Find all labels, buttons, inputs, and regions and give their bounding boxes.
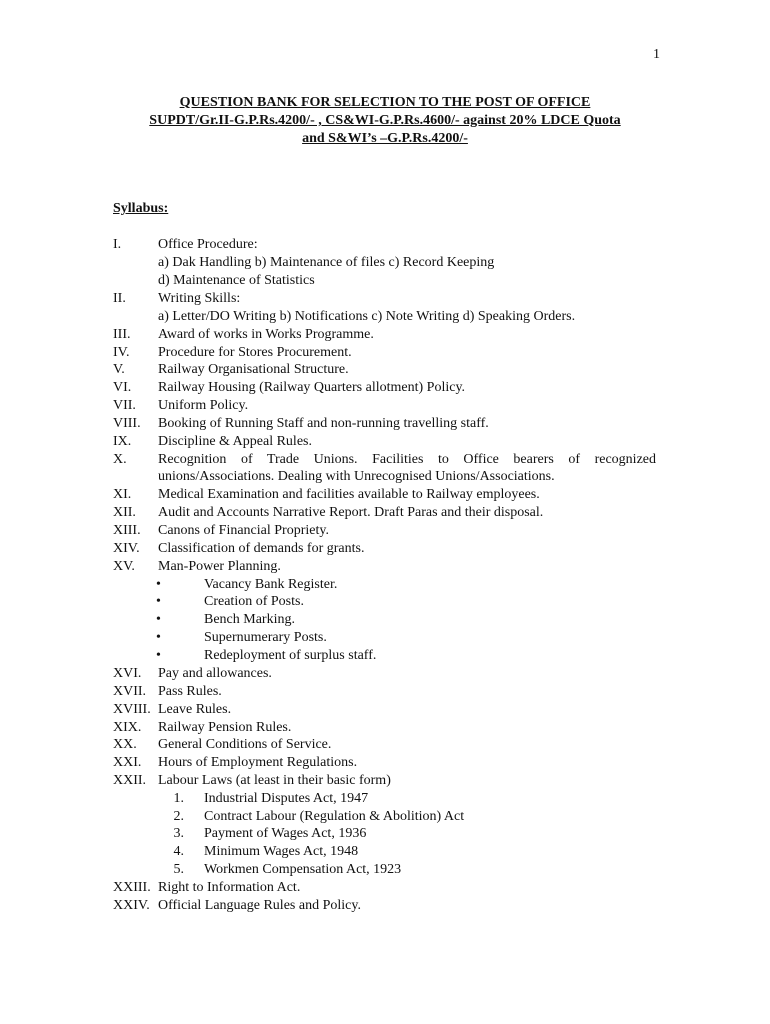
title-line-1: QUESTION BANK FOR SELECTION TO THE POST OF OFFICE bbox=[179, 95, 591, 110]
item-text: Pass Rules. bbox=[158, 684, 222, 699]
bullet-text: Bench Marking. bbox=[204, 612, 295, 627]
item-text: Right to Information Act. bbox=[158, 880, 301, 895]
item-text: Procedure for Stores Procurement. bbox=[158, 345, 352, 360]
bullet-text: Redeployment of surplus staff. bbox=[204, 648, 377, 663]
ordered-item bbox=[0, 843, 770, 861]
list-item bbox=[0, 433, 770, 451]
title-line-2: SUPDT/Gr.II-G.P.Rs.4200/- , CS&WI-G.P.Rs.4600/- against 20% LDCE Quota bbox=[149, 113, 621, 128]
item-number: XVI. bbox=[113, 666, 142, 681]
bullet-item bbox=[0, 629, 770, 647]
list-item bbox=[0, 326, 770, 344]
item-number: XXII. bbox=[113, 773, 147, 788]
item-text: General Conditions of Service. bbox=[158, 737, 332, 752]
item-number: IX. bbox=[113, 434, 132, 449]
ordered-text: Workmen Compensation Act, 1923 bbox=[204, 862, 402, 877]
list-item bbox=[0, 468, 770, 486]
bullet-icon: • bbox=[156, 648, 161, 663]
item-text: Hours of Employment Regulations. bbox=[158, 755, 358, 770]
item-text: unions/Associations. Dealing with Unrecognised Unions/Associations. bbox=[158, 469, 555, 484]
list-item bbox=[0, 379, 770, 397]
item-text: a) Dak Handling b) Maintenance of files c) Record Keeping bbox=[158, 255, 495, 270]
item-number: XVIII. bbox=[113, 702, 151, 717]
item-number: XXIV. bbox=[113, 898, 150, 913]
ordered-text: Minimum Wages Act, 1948 bbox=[204, 844, 359, 859]
item-text: Labour Laws (at least in their basic form) bbox=[158, 773, 391, 788]
list-item bbox=[0, 415, 770, 433]
item-text: Canons of Financial Propriety. bbox=[158, 523, 329, 538]
list-item bbox=[0, 719, 770, 737]
syllabus-heading: Syllabus: bbox=[113, 201, 169, 216]
item-text: Railway Organisational Structure. bbox=[158, 362, 349, 377]
ordered-number: 1. bbox=[173, 791, 184, 806]
title-line-3: and S&WI’s –G.P.Rs.4200/- bbox=[302, 131, 468, 146]
ordered-number: 3. bbox=[173, 826, 184, 841]
item-text: Discipline & Appeal Rules. bbox=[158, 434, 312, 449]
item-number: XI. bbox=[113, 487, 132, 502]
item-number: XXI. bbox=[113, 755, 142, 770]
item-number: XIV. bbox=[113, 541, 140, 556]
item-number: IV. bbox=[113, 345, 130, 360]
list-item bbox=[0, 308, 770, 326]
list-item bbox=[0, 897, 770, 915]
bullet-icon: • bbox=[156, 612, 161, 627]
bullet-item bbox=[0, 576, 770, 594]
list-item bbox=[0, 522, 770, 540]
item-text: Classification of demands for grants. bbox=[158, 541, 365, 556]
list-item bbox=[0, 772, 770, 790]
item-text: Recognition of Trade Unions. Facilities to Office bearers of recognized bbox=[158, 452, 656, 467]
item-number: VII. bbox=[113, 398, 136, 413]
item-text: Railway Pension Rules. bbox=[158, 720, 292, 735]
list-item bbox=[0, 701, 770, 719]
item-number: V. bbox=[113, 362, 125, 377]
list-item bbox=[0, 558, 770, 576]
ordered-text: Contract Labour (Regulation & Abolition) Act bbox=[204, 809, 465, 824]
item-number: VIII. bbox=[113, 416, 141, 431]
bullet-item bbox=[0, 647, 770, 665]
list-item bbox=[0, 504, 770, 522]
item-text: a) Letter/DO Writing b) Notifications c) Note Writing d) Speaking Orders. bbox=[158, 309, 576, 324]
item-number: I. bbox=[113, 237, 122, 252]
list-item bbox=[0, 236, 770, 254]
item-number: II. bbox=[113, 291, 126, 306]
ordered-number: 2. bbox=[173, 809, 184, 824]
ordered-number: 5. bbox=[173, 862, 184, 877]
bullet-item bbox=[0, 593, 770, 611]
page-number: 1 bbox=[653, 47, 660, 62]
item-number: XXIII. bbox=[113, 880, 151, 895]
item-text: Office Procedure: bbox=[158, 237, 258, 252]
list-item bbox=[0, 736, 770, 754]
list-item bbox=[0, 486, 770, 504]
ordered-number: 4. bbox=[173, 844, 184, 859]
item-number: III. bbox=[113, 327, 131, 342]
ordered-item bbox=[0, 825, 770, 843]
bullet-icon: • bbox=[156, 630, 161, 645]
item-text: Medical Examination and facilities available to Railway employees. bbox=[158, 487, 540, 502]
bullet-text: Supernumerary Posts. bbox=[204, 630, 327, 645]
item-text: Booking of Running Staff and non-running travelling staff. bbox=[158, 416, 489, 431]
item-text: Writing Skills: bbox=[158, 291, 241, 306]
item-text: d) Maintenance of Statistics bbox=[158, 273, 315, 288]
list-item bbox=[0, 397, 770, 415]
bullet-text: Vacancy Bank Register. bbox=[204, 577, 338, 592]
bullet-icon: • bbox=[156, 577, 161, 592]
list-item bbox=[0, 683, 770, 701]
item-number: XX. bbox=[113, 737, 137, 752]
list-item bbox=[0, 665, 770, 683]
list-item bbox=[0, 272, 770, 290]
item-number: VI. bbox=[113, 380, 132, 395]
ordered-text: Payment of Wages Act, 1936 bbox=[204, 826, 367, 841]
list-item bbox=[0, 540, 770, 558]
item-text: Leave Rules. bbox=[158, 702, 232, 717]
item-number: XII. bbox=[113, 505, 136, 520]
item-text: Railway Housing (Railway Quarters allotment) Policy. bbox=[158, 380, 466, 395]
bullet-icon: • bbox=[156, 594, 161, 609]
bullet-item bbox=[0, 611, 770, 629]
list-item bbox=[0, 361, 770, 379]
item-text: Uniform Policy. bbox=[158, 398, 249, 413]
ordered-item bbox=[0, 790, 770, 808]
item-number: XIII. bbox=[113, 523, 141, 538]
item-number: X. bbox=[113, 452, 127, 467]
item-number: XV. bbox=[113, 559, 135, 574]
list-item bbox=[0, 290, 770, 308]
item-number: XVII. bbox=[113, 684, 147, 699]
list-item bbox=[0, 879, 770, 897]
list-item bbox=[0, 254, 770, 272]
item-text: Pay and allowances. bbox=[158, 666, 272, 681]
list-item bbox=[0, 344, 770, 362]
bullet-text: Creation of Posts. bbox=[204, 594, 304, 609]
item-number: XIX. bbox=[113, 720, 142, 735]
item-text: Man-Power Planning. bbox=[158, 559, 281, 574]
item-text: Official Language Rules and Policy. bbox=[158, 898, 361, 913]
list-item bbox=[0, 754, 770, 772]
ordered-item bbox=[0, 808, 770, 826]
ordered-item bbox=[0, 861, 770, 879]
list-item bbox=[0, 451, 770, 469]
item-text: Audit and Accounts Narrative Report. Draft Paras and their disposal. bbox=[158, 505, 544, 520]
item-text: Award of works in Works Programme. bbox=[158, 327, 374, 342]
ordered-text: Industrial Disputes Act, 1947 bbox=[204, 791, 369, 806]
